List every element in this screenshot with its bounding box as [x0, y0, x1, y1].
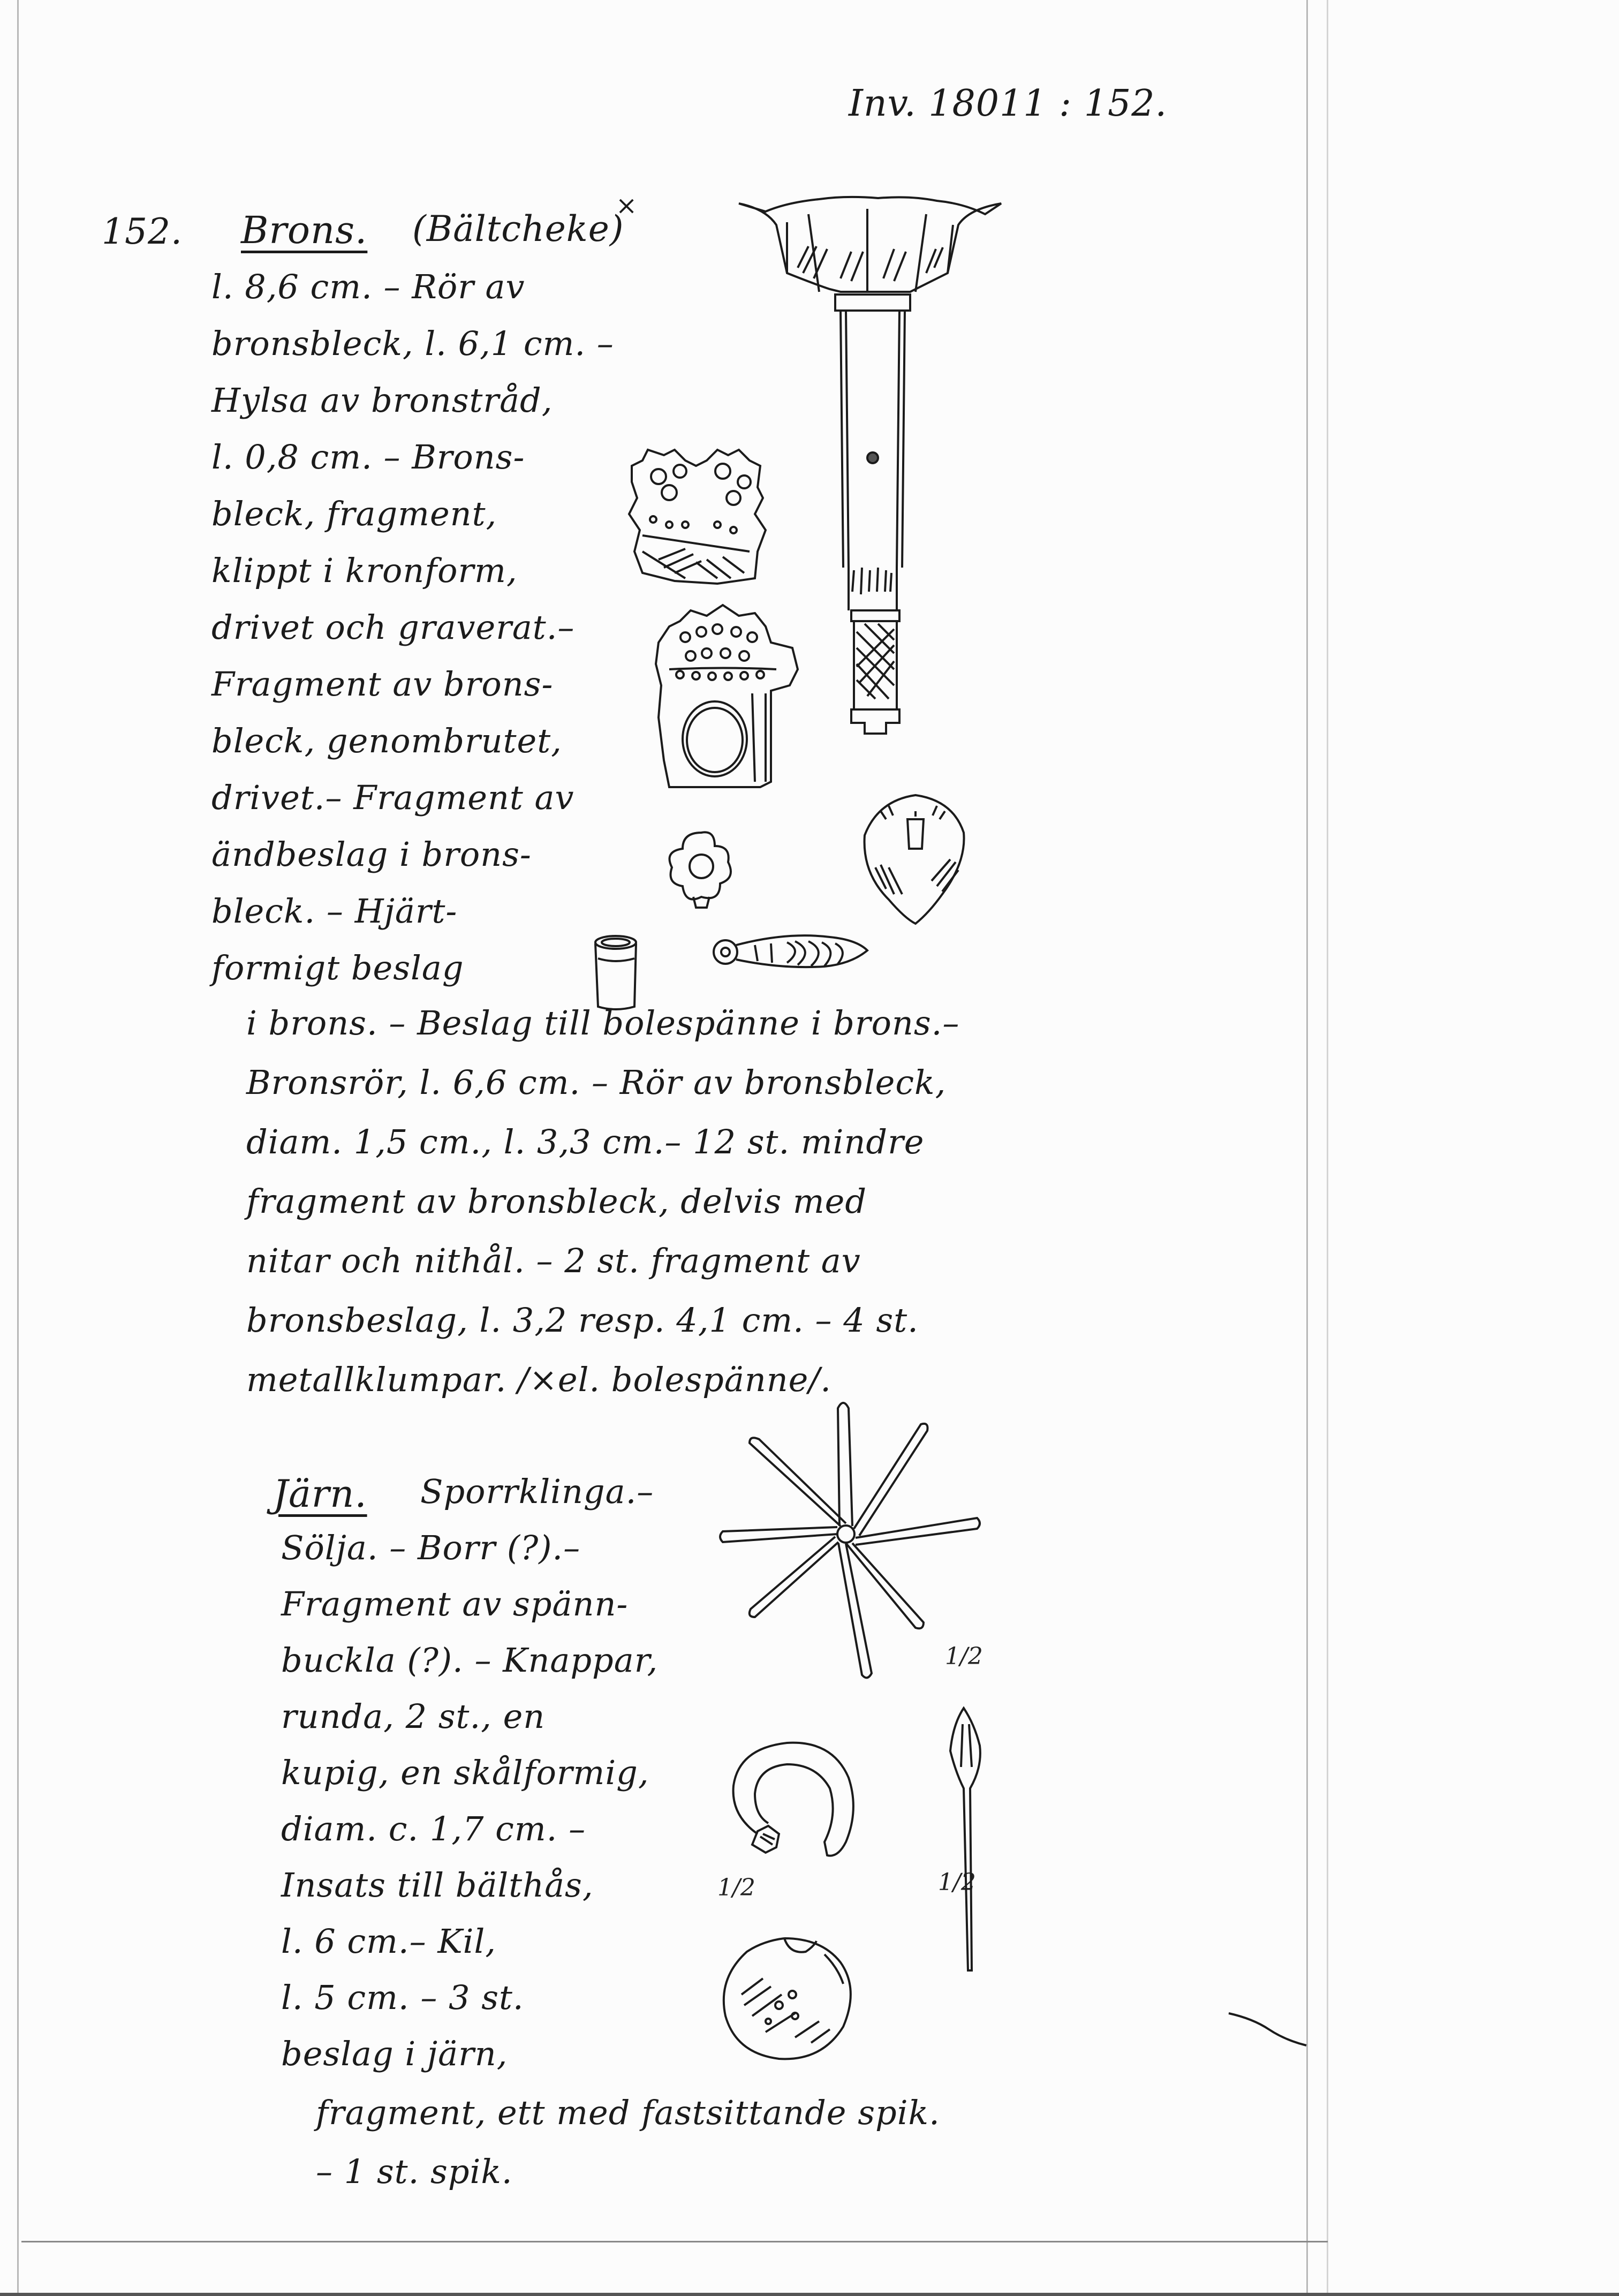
bronze-text-line: formigt beslag	[211, 948, 464, 987]
bronze-text-line: drivet.– Fragment av	[211, 778, 574, 817]
pierced-fragment-sketch	[648, 600, 808, 798]
bronze-note: (Bältcheke)	[412, 208, 624, 250]
binding-edge	[1306, 0, 1308, 2296]
stray-pen-mark	[1226, 2008, 1312, 2051]
crown-fragment-sketch	[621, 444, 782, 594]
leaf-fitting-sketch	[707, 921, 873, 980]
bronze-heading: Brons.	[241, 208, 368, 252]
iron-text-line: Insats till bälthås,	[281, 1865, 594, 1905]
buckle-scale-label: 1/2	[717, 1874, 755, 1901]
bronze-text-line: Hylsa av bronstråd,	[211, 381, 553, 420]
awl-scale-label: 1/2	[938, 1869, 976, 1896]
round-button-sketch	[715, 1930, 865, 2070]
page-bottom-rule	[21, 2241, 1328, 2242]
bronze-text-line: bleck. – Hjärt-	[211, 892, 458, 931]
bronze-text-line: klippt i kronform,	[211, 551, 518, 590]
bronze-text-line: bronsbleck, l. 6,1 cm. –	[211, 324, 614, 363]
bronze-text-line: bleck, fragment,	[211, 494, 497, 533]
bronze-text-line: nitar och nithål. – 2 st. fragment av	[246, 1241, 861, 1280]
inventory-number: Inv. 18011 : 152.	[849, 82, 1168, 125]
bronze-text-line: drivet och graverat.–	[211, 608, 575, 647]
binding-edge-shadow	[1327, 0, 1328, 2296]
iron-text-line: l. 6 cm.– Kil,	[281, 1922, 497, 1961]
iron-heading: Järn.	[273, 1472, 367, 1516]
buckle-sketch	[725, 1735, 886, 1874]
ferrule-sketch	[586, 932, 645, 1017]
bronze-text-line: fragment av bronsbleck, delvis med	[246, 1182, 867, 1221]
bronze-text-line: i brons. – Beslag till bolespänne i brons.–	[246, 1003, 960, 1043]
left-margin-rule	[17, 0, 19, 2296]
bronze-text-line: bleck, genombrutet,	[211, 721, 562, 760]
heart-mount-sketch	[857, 782, 974, 932]
iron-text-line: kupig, en skålformig,	[281, 1753, 649, 1792]
bronze-text-line: l. 0,8 cm. – Brons-	[211, 437, 525, 477]
iron-first-line: Sporrklinga.–	[420, 1472, 654, 1511]
entry-number: 152.	[102, 211, 183, 252]
rowel-scale-label: 1/2	[945, 1643, 983, 1670]
bronze-text-line: Fragment av brons-	[211, 664, 554, 704]
bronze-text-line: metallklumpar. /×el. bolespänne/.	[246, 1360, 831, 1399]
bronze-text-line: l. 8,6 cm. – Rör av	[211, 267, 525, 306]
bronze-text-line: diam. 1,5 cm., l. 3,3 cm.– 12 st. mindre	[246, 1122, 925, 1161]
rosette-sketch	[664, 825, 739, 910]
iron-text-line: – 1 st. spik.	[316, 2152, 513, 2191]
iron-text-line: runda, 2 st., en	[281, 1697, 546, 1736]
iron-text-line: Fragment av spänn-	[281, 1584, 629, 1623]
iron-text-line: diam. c. 1,7 cm. –	[281, 1809, 586, 1848]
iron-text-line: fragment, ett med fastsittande spik.	[316, 2093, 940, 2132]
spur-rowel-sketch	[717, 1392, 996, 1692]
bronze-text-line: ändbeslag i brons-	[211, 835, 532, 874]
iron-text-line: buckla (?). – Knappar,	[281, 1641, 659, 1680]
iron-text-line: Sölja. – Borr (?).–	[281, 1528, 581, 1567]
bronze-text-line: Bronsrör, l. 6,6 cm. – Rör av bronsbleck,	[246, 1063, 947, 1102]
iron-text-line: beslag i järn,	[281, 2034, 508, 2073]
bronze-text-line: bronsbeslag, l. 3,2 resp. 4,1 cm. – 4 st.	[246, 1301, 919, 1340]
bronze-note-mark: ×	[616, 191, 638, 221]
iron-text-line: l. 5 cm. – 3 st.	[281, 1978, 524, 2017]
page-edge	[0, 2293, 1619, 2296]
awl-sketch	[942, 1703, 990, 1981]
